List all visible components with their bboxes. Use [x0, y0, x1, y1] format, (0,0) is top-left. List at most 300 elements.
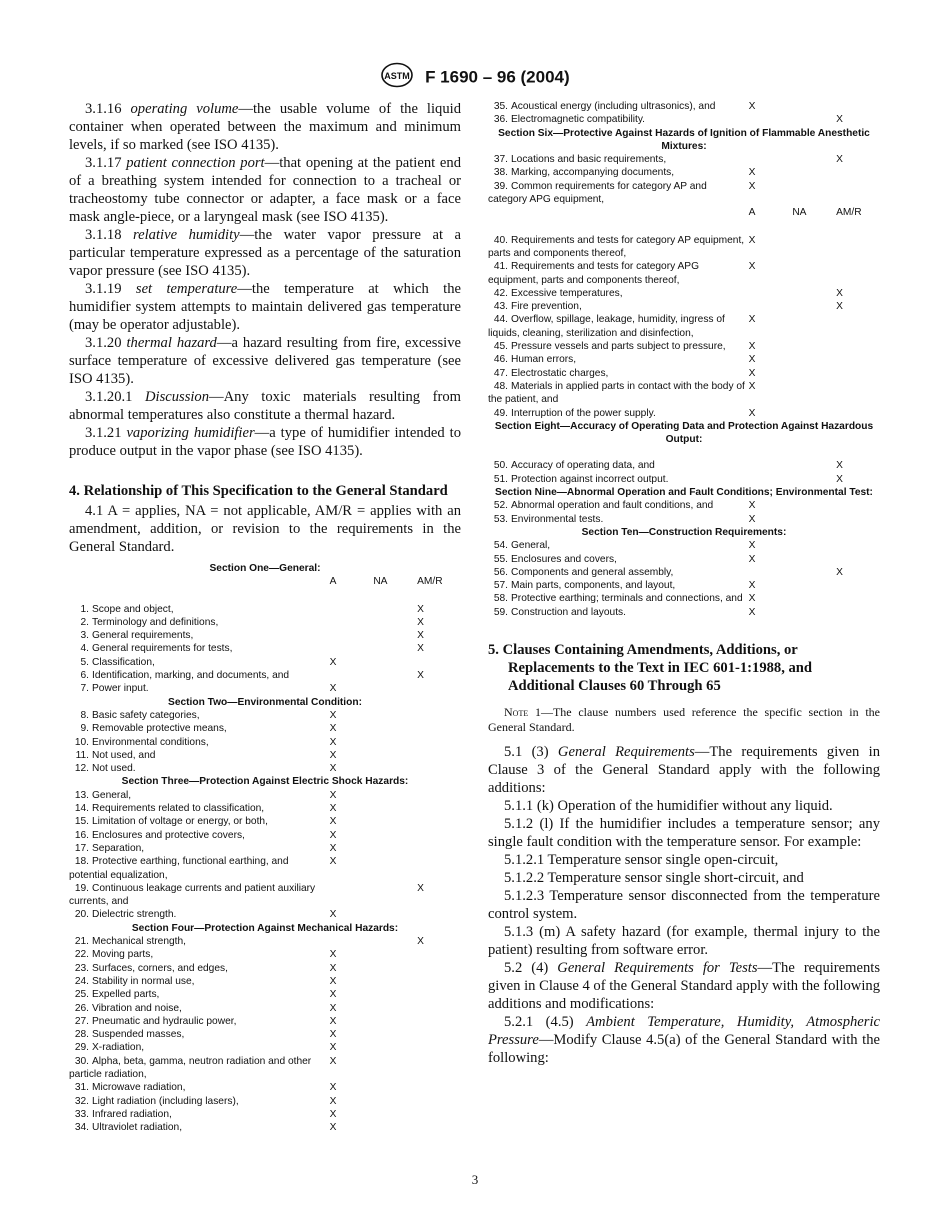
table-row [69, 908, 461, 921]
term: General Requirements [557, 743, 695, 760]
table-row [69, 1095, 461, 1108]
cell-na [373, 722, 417, 735]
cell-a: X [748, 234, 756, 246]
table-row [69, 975, 461, 988]
term: set temperature [135, 281, 238, 297]
table-row [69, 1055, 461, 1082]
table-row [69, 815, 461, 828]
cell-na [373, 882, 417, 909]
cell-a: X [329, 975, 337, 987]
cell-amr [417, 682, 461, 695]
table-row [69, 1002, 461, 1015]
cell-amr [417, 975, 461, 988]
cell-na [373, 1121, 417, 1134]
clause-label: 12. Not used. [74, 763, 136, 775]
clause-label: 33. Infrared radiation, [74, 1108, 172, 1120]
cell-na [373, 1015, 417, 1028]
cell-amr [417, 1015, 461, 1028]
cell-amr [417, 802, 461, 815]
clause-table-left [69, 562, 461, 1134]
table-row [488, 287, 880, 300]
cell-a: X [748, 553, 756, 565]
table-row [69, 842, 461, 855]
cell-amr [417, 1028, 461, 1041]
cell-na [792, 579, 836, 592]
cell-amr [836, 180, 880, 207]
term: Discussion [144, 389, 210, 405]
page-header [0, 62, 950, 93]
cell-a [330, 882, 374, 909]
cell-na [373, 669, 417, 682]
column-header-na: NA [792, 207, 807, 219]
table-row [488, 473, 880, 486]
definition-paragraph: 3.1.20 thermal hazard—a hazard resulting from fire, excessive surface temperature of excessive delivered gas temperature (see ISO 4135). [69, 335, 461, 387]
clause-label: 43. Fire prevention, [493, 301, 582, 313]
clause-label: 46. Human errors, [493, 354, 577, 366]
section-5-paragraph: 5.2.1 (4.5) Ambient Temperature, Humidity, Atmospheric Pressure—Modify Clause 4.5(a) of the General Standard with the following: [488, 1013, 880, 1066]
cell-a: X [329, 816, 337, 828]
paragraph-4-1: 4.1 A = applies, NA = not applicable, AM/R = applies with an amendment, addition, or revision to the requirements in the General Standard. [69, 503, 461, 555]
clause-label: 25. Expelled parts, [74, 989, 160, 1001]
cell-a: X [329, 949, 337, 961]
note-1: Note 1—The clause numbers used reference the specific section in the General Standard. [488, 704, 880, 734]
cell-na [373, 1055, 417, 1082]
table-row [488, 113, 880, 126]
cell-na [373, 829, 417, 842]
cell-a [749, 287, 793, 300]
section-5-paragraph: 5.1.2.3 Temperature sensor disconnected from the temperature control system. [488, 887, 880, 922]
definition-paragraph: 3.1.19 set temperature—the temperature at which the humidifier system attempts to maintain delivered gas temperature (may be operator adjustable). [69, 281, 462, 333]
clause-label: 59. Construction and layouts. [493, 606, 626, 618]
clause-label: 35. Acoustical energy (including ultrasonics), and [493, 101, 716, 112]
cell-a: X [748, 500, 756, 512]
table-row [488, 353, 880, 366]
clause-label: 1. Scope and object, [80, 603, 174, 615]
column-header-amr: AM/R [417, 576, 443, 588]
clause-label: 30. Alpha, beta, gamma, neutron radiation and other particle radiation, [69, 1055, 312, 1080]
table-row [488, 499, 880, 512]
cell-na [373, 1028, 417, 1041]
cell-na [373, 1108, 417, 1121]
cell-amr: X [417, 643, 424, 655]
section-4-heading: 4. Relationship of This Specification to the General Standard [69, 483, 448, 499]
cell-a: X [329, 749, 337, 761]
clause-label: 4. General requirements for tests, [80, 643, 233, 655]
table-row [69, 722, 461, 735]
definition-paragraph: 3.1.21 vaporizing humidifier—a type of humidifier intended to produce output in the vapor phase (see ISO 4135). [69, 425, 461, 459]
cell-a: X [329, 829, 337, 841]
cell-amr [836, 606, 880, 619]
clause-label: 42. Excessive temperatures, [493, 287, 623, 299]
table-row [69, 988, 461, 1001]
clause-label: 16. Enclosures and protective covers, [74, 829, 245, 841]
cell-amr [417, 829, 461, 842]
clause-label: 40. Requirements and tests for category AP equipment, parts and components thereof, [488, 234, 745, 259]
table-spacer [488, 446, 880, 459]
cell-a: X [329, 1029, 337, 1041]
clause-label: 51. Protection against incorrect output. [493, 473, 669, 485]
clause-label: 5. Classification, [80, 656, 155, 668]
cell-na [792, 499, 836, 512]
column-header-na: NA [373, 576, 388, 588]
table-row [488, 566, 880, 579]
definition-paragraph: 3.1.18 relative humidity—the water vapor pressure at a particular temperature expressed as a percentage of the saturation vapor pressure (see ISO 4135). [69, 227, 462, 279]
section-5-paragraph: 5.1 (3) General Requirements—The requirements given in Clause 3 of the General Standard apply with the following additions: [488, 743, 880, 796]
cell-a: X [748, 354, 756, 366]
clause-label: 34. Ultraviolet radiation, [74, 1122, 183, 1134]
clause-label: 18. Protective earthing, functional earthing, and potential equalization, [69, 856, 289, 881]
cell-amr [417, 1121, 461, 1134]
cell-amr [417, 1108, 461, 1121]
clause-label: 44. Overflow, spillage, leakage, humidity, ingress of liquids, cleaning, sterilization and disinfection, [488, 314, 725, 339]
cell-amr [836, 340, 880, 353]
section-5-paragraph: 5.1.2 (l) If the humidifier includes a temperature sensor; any single fault condition with the temperature sensor. For example: [488, 815, 880, 850]
cell-na [792, 592, 836, 605]
cell-na [792, 260, 836, 287]
table-row [488, 579, 880, 592]
clause-label: 54. General, [493, 540, 551, 552]
clause-label: 28. Suspended masses, [74, 1029, 185, 1041]
clause-label: 39. Common requirements for category AP and category APG equipment, [488, 180, 707, 206]
cell-a [330, 603, 374, 616]
cell-a: X [329, 856, 337, 868]
cell-amr [417, 1081, 461, 1094]
svg-text:ASTM: ASTM [384, 71, 411, 81]
cell-na [373, 1095, 417, 1108]
table-row [69, 762, 461, 775]
cell-na [792, 180, 836, 207]
clause-label: 24. Stability in normal use, [74, 975, 195, 987]
cell-na [373, 842, 417, 855]
cell-amr [417, 855, 461, 882]
cell-a [330, 642, 374, 655]
cell-a: X [329, 1095, 337, 1107]
cell-a: X [329, 723, 337, 735]
table-row [69, 616, 461, 629]
clause-label: 3. General requirements, [80, 630, 194, 642]
term: patient connection port [126, 155, 265, 171]
cell-a: X [329, 842, 337, 854]
cell-na [373, 762, 417, 775]
definition-paragraph: 3.1.20.1 Discussion—Any toxic materials resulting from abnormal temperatures also constitute a thermal hazard. [69, 389, 461, 423]
cell-a: X [329, 1108, 337, 1120]
cell-na [373, 682, 417, 695]
cell-na [792, 566, 836, 579]
cell-na [373, 709, 417, 722]
term: relative humidity [133, 227, 240, 243]
column-header-amr: AM/R [836, 207, 862, 219]
cell-a: X [748, 513, 756, 525]
cell-a [749, 300, 793, 313]
table-row [69, 789, 461, 802]
cell-amr [836, 313, 880, 340]
table-row [69, 669, 461, 682]
table-row [488, 513, 880, 526]
table-row [488, 553, 880, 566]
cell-amr [417, 962, 461, 975]
table-row [69, 948, 461, 961]
cell-a: X [748, 314, 756, 326]
clause-label: 6. Identification, marking, and documents, and [80, 670, 290, 682]
cell-a: X [748, 540, 756, 552]
cell-a: X [748, 380, 756, 392]
clause-label: 21. Mechanical strength, [74, 936, 187, 948]
cell-na [373, 629, 417, 642]
table-column-headers [69, 575, 461, 602]
cell-amr [417, 656, 461, 669]
table-section-heading: Section Nine—Abnormal Operation and Fault Conditions; Environmental Test: [495, 487, 873, 499]
cell-amr [417, 1055, 461, 1082]
section-5-paragraph: 5.1.2.1 Temperature sensor single open-circuit, [504, 851, 779, 868]
cell-a: X [748, 167, 756, 179]
table-row [69, 749, 461, 762]
clause-label: 13. General, [74, 789, 132, 801]
cell-a [330, 669, 374, 682]
right-column [488, 100, 880, 1067]
table-section-heading: Section Six—Protective Against Hazards of Ignition of Flammable Anesthetic Mixtures: [498, 127, 870, 152]
cell-na [373, 1041, 417, 1054]
cell-a: X [329, 736, 337, 748]
cell-amr: X [417, 630, 424, 642]
cell-amr [417, 1095, 461, 1108]
cell-amr: X [417, 936, 424, 948]
cell-na [792, 380, 836, 407]
cell-a: X [329, 709, 337, 721]
cell-na [792, 113, 836, 126]
cell-na [792, 100, 836, 113]
cell-a: X [329, 1082, 337, 1094]
cell-amr: X [836, 287, 843, 299]
cell-amr [417, 709, 461, 722]
cell-na [373, 1081, 417, 1094]
clause-label: 45. Pressure vessels and parts subject to pressure, [493, 341, 726, 353]
cell-na [373, 908, 417, 921]
table-row [69, 1081, 461, 1094]
cell-amr: X [417, 616, 424, 628]
clause-label: 8. Basic safety categories, [80, 709, 200, 721]
table-row [488, 300, 880, 313]
cell-na [792, 300, 836, 313]
definition-paragraph: 3.1.16 operating volume—the usable volume of the liquid container when operated between the maximum and minimum levels, if so marked (see ISO 4135). [69, 101, 461, 153]
table-row [488, 313, 880, 340]
section-5-heading: 5. Clauses Containing Amendments, Additions, or Replacements to the Text in IEC 601-1:1988, and Additional Clauses 60 Through 65 [488, 641, 813, 694]
table-row [488, 407, 880, 420]
cell-na [373, 642, 417, 655]
cell-na [373, 802, 417, 815]
table-row [488, 367, 880, 380]
clause-table-right [488, 100, 880, 619]
cell-na [792, 473, 836, 486]
term: General Requirements for Tests [557, 959, 758, 976]
cell-amr [417, 1041, 461, 1054]
cell-amr [417, 908, 461, 921]
table-row [69, 855, 461, 882]
table-section-heading: Section Eight—Accuracy of Operating Data and Protection Against Hazardous Output: [494, 420, 874, 446]
cell-amr [836, 579, 880, 592]
clause-label: 53. Environmental tests. [493, 513, 604, 525]
cell-amr [417, 988, 461, 1001]
cell-a: X [748, 180, 756, 192]
column-header-a: A [748, 207, 756, 219]
table-section-heading: Section Two—Environmental Condition: [168, 696, 362, 708]
cell-amr [836, 513, 880, 526]
clause-label: 23. Surfaces, corners, and edges, [74, 962, 228, 974]
cell-amr [417, 736, 461, 749]
left-column [69, 100, 461, 1134]
table-section-heading: Section Three—Protection Against Electric Shock Hazards: [121, 776, 409, 788]
cell-a: X [329, 962, 337, 974]
table-row [69, 656, 461, 669]
cell-amr [836, 553, 880, 566]
section-5-paragraph: 5.1.1 (k) Operation of the humidifier without any liquid. [504, 797, 833, 814]
cell-amr: X [417, 882, 424, 894]
cell-na [792, 553, 836, 566]
table-row [488, 180, 880, 207]
table-row [69, 1108, 461, 1121]
table-section-heading: Section Four—Protection Against Mechanical Hazards: [131, 922, 399, 934]
section-5-paragraph: 5.1.3 (m) A safety hazard (for example, thermal injury to the patient) resulting from software error. [488, 923, 880, 958]
term: Ambient Temperature, Humidity, Atmospheric Pressure [488, 1013, 880, 1048]
cell-na [373, 988, 417, 1001]
table-row [488, 260, 880, 287]
cell-amr [836, 407, 880, 420]
cell-na [792, 153, 836, 166]
table-row [488, 606, 880, 619]
table-row [69, 829, 461, 842]
table-row [488, 459, 880, 472]
cell-a: X [748, 101, 756, 112]
cell-a [749, 459, 793, 472]
clause-label: 27. Pneumatic and hydraulic power, [74, 1015, 237, 1027]
cell-amr: X [836, 154, 843, 166]
cell-a: X [748, 606, 756, 618]
cell-na [792, 353, 836, 366]
note-label: Note [504, 704, 529, 719]
clause-label: 52. Abnormal operation and fault conditions, and [493, 500, 714, 512]
cell-a: X [329, 789, 337, 801]
cell-na [373, 975, 417, 988]
page-number: 3 [471, 1172, 479, 1187]
table-row [69, 709, 461, 722]
cell-a: X [748, 341, 756, 353]
cell-a: X [329, 1002, 337, 1014]
cell-na [373, 948, 417, 961]
cell-amr [417, 948, 461, 961]
cell-na [373, 736, 417, 749]
clause-label: 55. Enclosures and covers, [493, 553, 617, 565]
clause-label: 29. X-radiation, [74, 1042, 145, 1054]
clause-label: 14. Requirements related to classification, [74, 803, 265, 815]
cell-a [749, 153, 793, 166]
table-row [69, 802, 461, 815]
term: thermal hazard [126, 335, 217, 351]
clause-label: 41. Requirements and tests for category APG equipment, parts and components thereof, [488, 261, 699, 286]
table-row [69, 935, 461, 948]
cell-amr [836, 380, 880, 407]
cell-a: X [748, 580, 756, 592]
cell-na [792, 340, 836, 353]
cell-a: X [329, 1122, 337, 1134]
cell-amr: X [836, 566, 843, 578]
clause-label: 10. Environmental conditions, [74, 736, 209, 748]
cell-a: X [329, 683, 337, 695]
table-row [69, 603, 461, 616]
table-row [69, 882, 461, 909]
cell-a: X [329, 763, 337, 775]
cell-a [749, 473, 793, 486]
cell-a: X [329, 909, 337, 921]
cell-na [792, 539, 836, 552]
clause-label: 31. Microwave radiation, [74, 1082, 186, 1094]
clause-label: 48. Materials in applied parts in contact with the body of the patient, and [488, 380, 745, 406]
table-section-heading: Section One—General: [209, 563, 321, 574]
clause-label: 17. Separation, [74, 842, 145, 854]
cell-na [373, 935, 417, 948]
document-designation: F 1690 – 96 (2004) [425, 67, 570, 87]
clause-label: 19. Continuous leakage currents and patient auxiliary currents, and [69, 882, 316, 908]
table-section-heading: Section Ten—Construction Requirements: [581, 526, 787, 538]
cell-na [792, 166, 836, 179]
clause-label: 22. Moving parts, [74, 949, 154, 961]
cell-na [792, 459, 836, 472]
cell-na [373, 603, 417, 616]
cell-na [792, 407, 836, 420]
column-header-a: A [329, 576, 337, 588]
cell-amr [417, 842, 461, 855]
table-column-headers [488, 206, 880, 233]
cell-a [330, 935, 374, 948]
table-row [488, 340, 880, 353]
table-row [69, 1015, 461, 1028]
cell-amr [836, 592, 880, 605]
definition-paragraph: 3.1.17 patient connection port—that opening at the patient end of a breathing system intended for connection to a tracheal or tracheostomy tube connector or adapter, a face mask or a face mask angle-piece, or a laryngeal mask (see ISO 4135). [69, 155, 461, 225]
table-row [488, 166, 880, 179]
cell-a: X [329, 1042, 337, 1054]
cell-amr [836, 367, 880, 380]
cell-a [749, 566, 793, 579]
cell-na [792, 606, 836, 619]
section-5-paragraph: 5.1.2.2 Temperature sensor single short-circuit, and [504, 869, 804, 886]
cell-na [373, 855, 417, 882]
table-row [69, 736, 461, 749]
cell-amr [836, 234, 880, 261]
cell-amr [417, 749, 461, 762]
cell-amr [417, 815, 461, 828]
cell-amr: X [836, 460, 843, 472]
clause-label: 36. Electromagnetic compatibility. [493, 114, 645, 126]
section-5-paragraph: 5.2 (4) General Requirements for Tests—The requirements given in Clause 4 of the General Standard apply with the following additions and modifications: [488, 959, 881, 1012]
cell-na [373, 616, 417, 629]
cell-na [373, 815, 417, 828]
clause-label: 9. Removable protective means, [80, 723, 227, 735]
cell-na [373, 789, 417, 802]
cell-amr: X [417, 670, 424, 682]
cell-na [792, 513, 836, 526]
cell-a: X [748, 261, 756, 273]
table-row [69, 1121, 461, 1134]
table-row [69, 962, 461, 975]
term: operating volume [130, 101, 239, 117]
table-row [488, 234, 880, 261]
cell-a: X [329, 989, 337, 1001]
clause-label: 38. Marking, accompanying documents, [493, 167, 675, 179]
cell-na [373, 656, 417, 669]
term: vaporizing humidifier [126, 425, 255, 441]
table-row [69, 1028, 461, 1041]
clause-label: 2. Terminology and definitions, [80, 616, 219, 628]
cell-amr [836, 100, 880, 113]
cell-na [792, 313, 836, 340]
